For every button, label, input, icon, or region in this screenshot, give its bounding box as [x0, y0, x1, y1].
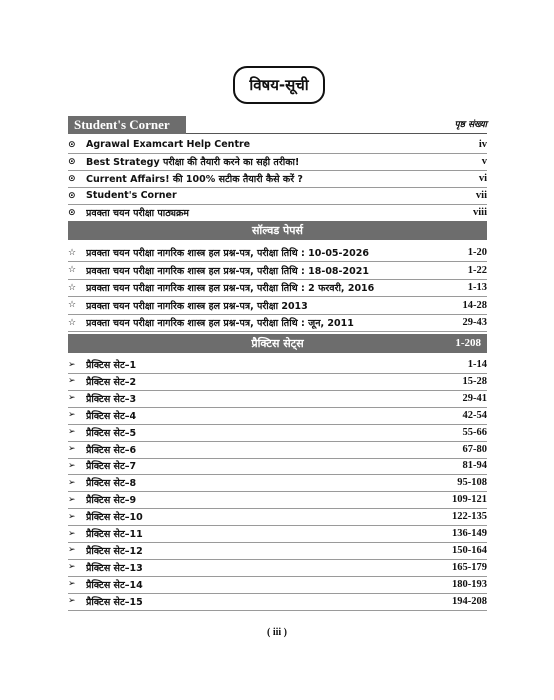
toc-row — [68, 136, 487, 154]
page-title: विषय-सूची — [233, 66, 325, 104]
practice-sets-range: 1-208 — [455, 337, 481, 349]
toc-entry-title: प्रैक्टिस सेट–6 — [86, 444, 137, 456]
toc-entry-page: 81-94 — [462, 460, 487, 472]
toc-entry-page: vii — [475, 190, 487, 201]
toc-entry-page: 1-14 — [467, 359, 487, 370]
toc-row — [68, 153, 487, 171]
bullet-icon: ☆ — [68, 300, 77, 310]
toc-entry-title: प्रैक्टिस सेट–4 — [86, 410, 137, 422]
bullet-icon: ➢ — [68, 393, 76, 404]
toc-row — [68, 390, 487, 408]
toc-row — [68, 314, 487, 332]
toc-row — [68, 170, 487, 188]
toc-row — [68, 244, 487, 262]
toc-entry-page: 150-164 — [452, 544, 487, 556]
page-number-label: पृष्ठ संख्या — [454, 120, 487, 130]
toc-entry-title: प्रैक्टिस सेट–11 — [86, 529, 143, 540]
toc-row — [68, 373, 487, 391]
bullet-icon: ➢ — [68, 427, 76, 438]
students-corner-heading: Student's Corner — [68, 116, 186, 134]
toc-entry-page: viii — [472, 207, 487, 218]
toc-entry-page: 67-80 — [462, 443, 487, 455]
toc-entry-page: 1-22 — [467, 264, 487, 276]
bullet-icon: ⊙ — [68, 190, 76, 201]
practice-sets-heading-bar — [68, 334, 487, 353]
bullet-icon: ➢ — [68, 376, 76, 387]
bullet-icon: ➢ — [68, 460, 76, 471]
toc-entry-title: प्रवक्ता चयन परीक्षा नागरिक शास्त्र हल प्रश्न-पत्र, परीक्षा तिथि : 2 फरवरी, 2016 — [86, 283, 375, 294]
page-footer-number: ( iii ) — [267, 627, 287, 638]
bullet-icon: ⊙ — [68, 173, 76, 184]
practice-sets-heading: प्रैक्टिस सेट्स — [251, 337, 304, 350]
toc-entry-title: प्रैक्टिस सेट–2 — [86, 376, 137, 388]
toc-entry-page: 122-135 — [452, 511, 487, 523]
toc-entry-page: 55-66 — [462, 426, 487, 438]
solved-papers-heading: सॉल्वड पेपर्स — [251, 224, 303, 237]
toc-entry-title: प्रवक्ता चयन परीक्षा नागरिक शास्त्र हल प्रश्न-पत्र, परीक्षा तिथि : 10-05-2026 — [86, 248, 369, 259]
toc-entry-page: 29-43 — [462, 317, 487, 328]
bullet-icon: ➢ — [68, 359, 76, 370]
toc-entry-title: प्रवक्ता चयन परीक्षा नागरिक शास्त्र हल प्रश्न-पत्र, परीक्षा तिथि : जून, 2011 — [86, 318, 354, 329]
toc-entry-page: 180-193 — [452, 578, 487, 590]
toc-row — [68, 407, 487, 425]
bullet-icon: ➢ — [68, 528, 76, 539]
toc-entry-title: प्रैक्टिस सेट–7 — [86, 461, 137, 473]
toc-entry-page: 14-28 — [462, 299, 487, 311]
toc-row — [68, 457, 487, 475]
toc-entry-page: iv — [478, 139, 487, 150]
solved-papers-heading-bar — [68, 221, 487, 240]
bullet-icon: ☆ — [68, 317, 77, 328]
toc-row — [68, 576, 487, 594]
toc-row — [68, 525, 487, 543]
toc-row — [68, 204, 487, 222]
bullet-icon: ☆ — [68, 265, 77, 275]
toc-entry-title: Best Strategy परीक्षा की तैयारी करने का सही तरीका! — [86, 157, 300, 168]
bullet-icon: ➢ — [68, 511, 76, 522]
toc-entry-page: 194-208 — [452, 595, 487, 607]
bullet-icon: ➢ — [68, 545, 76, 556]
toc-entry-title: प्रैक्टिस सेट–12 — [86, 545, 143, 557]
bullet-icon: ➢ — [68, 596, 76, 607]
toc-row — [68, 297, 487, 315]
toc-row — [68, 542, 487, 560]
toc-entry-page: 1-13 — [467, 282, 487, 293]
toc-entry-page: 109-121 — [452, 494, 487, 506]
toc-row — [68, 424, 487, 442]
bullet-icon: ☆ — [68, 247, 77, 258]
bullet-icon: ☆ — [68, 282, 77, 293]
toc-entry-title: Agrawal Examcart Help Centre — [86, 139, 251, 150]
bullet-icon: ➢ — [68, 477, 76, 488]
bullet-icon: ➢ — [68, 444, 76, 454]
bullet-icon: ➢ — [68, 579, 76, 590]
toc-entry-page: 29-41 — [462, 392, 487, 404]
toc-entry-title: प्रवक्ता चयन परीक्षा नागरिक शास्त्र हल प्रश्न-पत्र, परीक्षा तिथि : 18-08-2021 — [86, 265, 369, 277]
toc-row — [68, 508, 487, 526]
toc-entry-page: 136-149 — [452, 528, 487, 539]
toc-entry-page: 42-54 — [462, 409, 487, 421]
toc-entry-title: प्रैक्टिस सेट–3 — [86, 393, 137, 405]
toc-entry-page: 95-108 — [457, 477, 487, 489]
toc-entry-title: प्रैक्टिस सेट–15 — [86, 596, 143, 608]
toc-entry-title: प्रैक्टिस सेट–14 — [86, 579, 143, 591]
toc-entry-title: प्रैक्टिस सेट–8 — [86, 478, 137, 490]
divider — [186, 133, 487, 134]
toc-entry-title: प्रैक्टिस सेट–13 — [86, 562, 143, 574]
bullet-icon: ⊙ — [68, 207, 76, 218]
bullet-icon: ➢ — [68, 494, 76, 505]
bullet-icon: ➢ — [68, 410, 76, 421]
toc-row — [68, 187, 487, 205]
bullet-icon: ⊙ — [68, 139, 76, 150]
toc-entry-title: प्रैक्टिस सेट–9 — [86, 495, 137, 507]
toc-entry-title: Student's Corner — [86, 190, 177, 201]
toc-entry-title: प्रैक्टिस सेट–5 — [86, 427, 137, 439]
toc-entry-page: v — [481, 156, 487, 167]
toc-row — [68, 356, 487, 374]
toc-row — [68, 262, 487, 280]
toc-entry-title: प्रैक्टिस सेट–10 — [86, 512, 143, 524]
toc-row — [68, 474, 487, 492]
toc-entry-page: 15-28 — [462, 375, 487, 387]
toc-entry-title: प्रवक्ता चयन परीक्षा नागरिक शास्त्र हल प्रश्न-पत्र, परीक्षा 2013 — [86, 300, 308, 312]
toc-row — [68, 441, 487, 459]
toc-entry-page: 165-179 — [452, 561, 487, 573]
toc-entry-page: 1-20 — [467, 247, 487, 258]
toc-row — [68, 559, 487, 577]
bullet-icon: ⊙ — [68, 156, 76, 167]
toc-row — [68, 593, 487, 611]
bullet-icon: ➢ — [68, 562, 76, 573]
toc-row — [68, 491, 487, 509]
toc-entry-title: Current Affairs! की 100% सटीक तैयारी कैसे करें ? — [86, 174, 303, 185]
toc-entry-page: vi — [478, 173, 487, 184]
toc-entry-title: प्रैक्टिस सेट–1 — [86, 360, 137, 371]
toc-entry-title: प्रवक्ता चयन परीक्षा पाठ्यक्रम — [86, 208, 189, 219]
toc-row — [68, 279, 487, 297]
